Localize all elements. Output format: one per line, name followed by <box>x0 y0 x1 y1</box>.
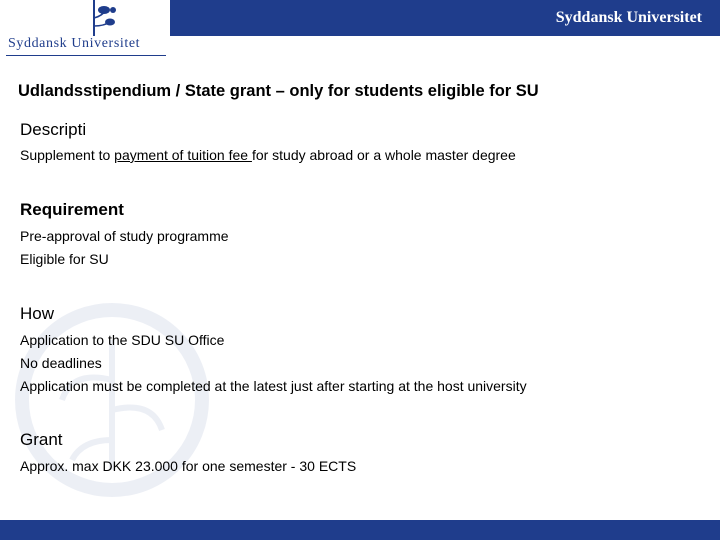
grant-line-1: Approx. max DKK 23.000 for one semester - 30 ECTS <box>20 458 357 474</box>
heading-description: Descripti <box>20 120 87 139</box>
heading-grant: Grant <box>20 430 63 449</box>
description-underlined: payment of tuition fee <box>114 147 252 163</box>
how-line-3: Application must be completed at the latest just after starting at the host university <box>20 378 527 394</box>
footer-bar <box>0 520 720 540</box>
heading-requirement: Requirement <box>20 200 124 219</box>
logo-wordmark: Syddansk Universitet <box>8 36 141 51</box>
description-prefix: Supplement to <box>20 147 115 163</box>
sdu-plant-logo-icon <box>80 0 120 36</box>
heading-how: How <box>20 304 55 323</box>
slide-title: Udlandsstipendium / State grant – only for students eligible for SU <box>18 82 539 100</box>
brand-title: Syddansk Universitet <box>555 9 702 26</box>
how-line-2: No deadlines <box>20 355 102 371</box>
requirement-line-1: Pre-approval of study programme <box>20 228 229 244</box>
requirement-line-2: Eligible for SU <box>20 251 109 267</box>
sdu-logo <box>6 0 171 56</box>
how-line-1: Application to the SDU SU Office <box>20 332 225 348</box>
header-bar <box>170 0 720 36</box>
logo-rule <box>6 55 166 56</box>
description-suffix: for study abroad or a whole master degree <box>251 147 516 163</box>
description-line <box>20 147 516 163</box>
